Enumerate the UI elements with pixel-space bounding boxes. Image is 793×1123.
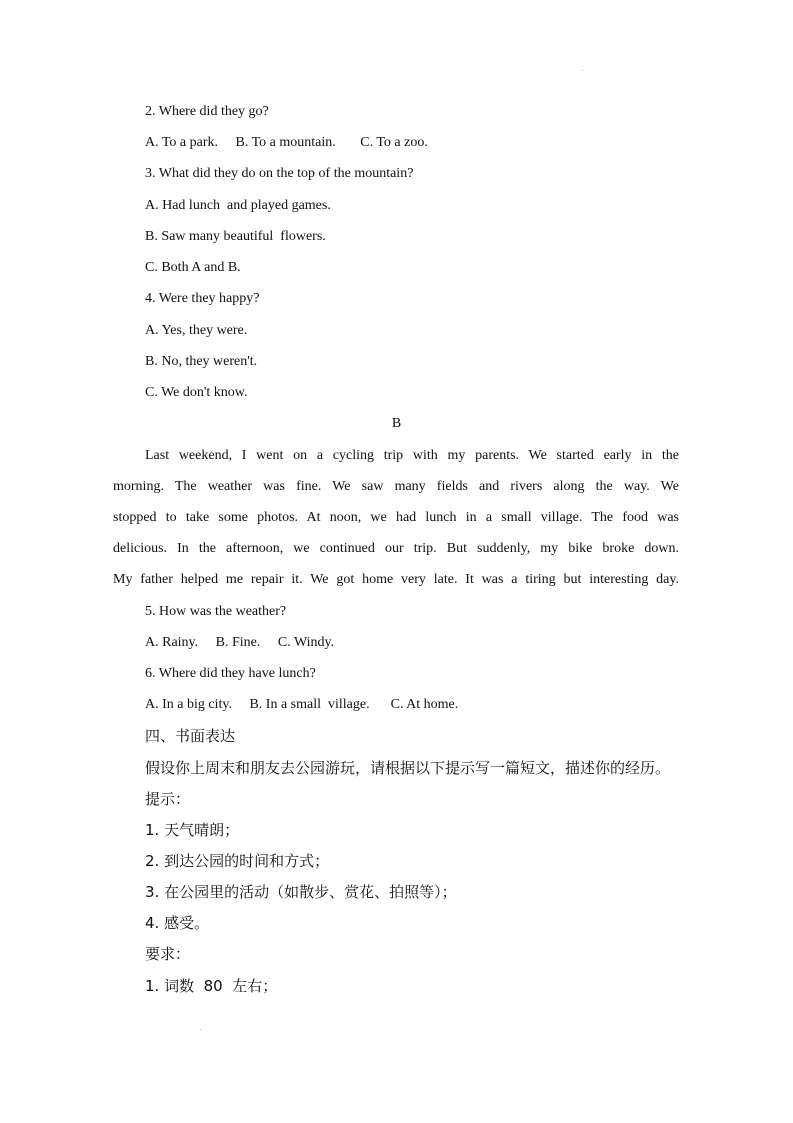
- question-3-option-a: A. Had lunch and played games.: [145, 198, 331, 213]
- question-4: 4. Were they happy?: [145, 291, 260, 306]
- question-4-option-a: A. Yes, they were.: [145, 323, 248, 338]
- passage-line-1: Last weekend, I went on a cycling trip with my parents. We started early in the: [145, 448, 679, 463]
- question-4-option-b: B. No, they weren't.: [145, 354, 258, 369]
- requirements-label: 要求：: [145, 945, 191, 963]
- tip-2: 2. 到达公园的时间和方式；: [145, 852, 330, 870]
- question-2-options: A. To a park. B. To a mountain. C. To a zoo.: [145, 135, 428, 150]
- passage-line-5: My father helped me repair it. We got home very late. It was a tiring but interesting day.: [113, 572, 679, 587]
- requirement-1: 1. 词数 80 左右；: [145, 977, 278, 995]
- question-2: 2. Where did they go?: [145, 104, 269, 119]
- question-6-options: A. In a big city. B. In a small village. C. At home.: [145, 697, 459, 712]
- tips-label: 提示：: [145, 790, 191, 808]
- question-4-option-c: C. We don't know.: [145, 385, 248, 400]
- scan-dot: [200, 1029, 201, 1030]
- tip-3: 3. 在公园里的活动（如散步、赏花、拍照等）；: [145, 883, 457, 901]
- question-5-options: A. Rainy. B. Fine. C. Windy.: [145, 635, 335, 650]
- tip-4: 4. 感受。: [145, 914, 210, 932]
- scan-dot: [582, 70, 583, 71]
- passage-line-2: morning. The weather was fine. We saw many fields and rivers along the way. We: [113, 479, 679, 494]
- passage-line-4: delicious. In the afternoon, we continued our trip. But suddenly, my bike broke down.: [113, 541, 679, 556]
- question-6: 6. Where did they have lunch?: [145, 666, 316, 681]
- writing-section-heading: 四、书面表达: [145, 727, 236, 745]
- section-b-heading: B: [391, 416, 402, 431]
- question-3-option-c: C. Both A and B.: [145, 260, 241, 275]
- question-5: 5. How was the weather?: [145, 604, 287, 619]
- passage-line-3: stopped to take some photos. At noon, we had lunch in a small village. The food was: [113, 510, 679, 525]
- writing-prompt: 假设你上周末和朋友去公园游玩，请根据以下提示写一篇短文，描述你的经历。: [145, 759, 671, 777]
- question-3: 3. What did they do on the top of the mountain?: [145, 166, 414, 181]
- question-3-option-b: B. Saw many beautiful flowers.: [145, 229, 326, 244]
- tip-1: 1. 天气晴朗；: [145, 821, 240, 839]
